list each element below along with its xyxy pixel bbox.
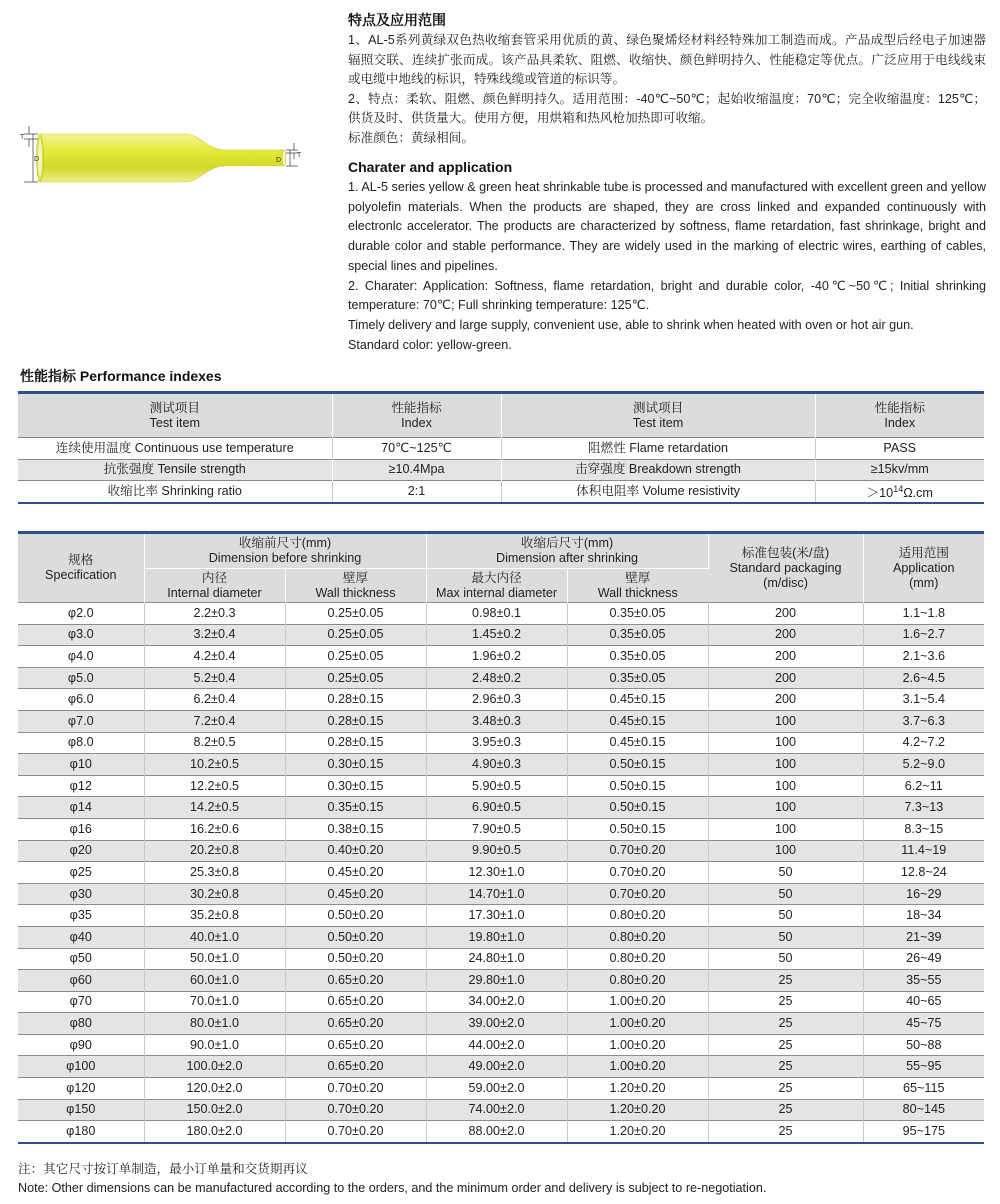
test-item-cell: 体积电阻率 Volume resistivity	[501, 481, 815, 503]
application-cell: 5.2~9.0	[863, 754, 984, 776]
wall-thickness-after-cell: 0.70±0.20	[567, 862, 708, 884]
internal-diameter-cell: 180.0±2.0	[144, 1121, 285, 1143]
wall-thickness-cell: 0.28±0.15	[285, 689, 426, 711]
max-internal-diameter-cell: 0.98±0.1	[426, 603, 567, 625]
internal-diameter-cell: 16.2±0.6	[144, 818, 285, 840]
max-internal-diameter-cell: 3.48±0.3	[426, 710, 567, 732]
description-cn-paragraph: 标准颜色：黄绿相间。	[348, 130, 474, 145]
application-cell: 2.6~4.5	[863, 667, 984, 689]
spec-table-row	[18, 732, 984, 754]
internal-diameter-cell: 8.2±0.5	[144, 732, 285, 754]
spec-cell: φ180	[18, 1121, 144, 1143]
wall-thickness-after-cell: 1.00±0.20	[567, 1013, 708, 1035]
index-cell: 2:1	[332, 481, 501, 503]
performance-row	[18, 459, 984, 481]
spec-table-row	[18, 689, 984, 711]
index-cell: PASS	[815, 438, 984, 460]
wall-thickness-cell: 0.65±0.20	[285, 1013, 426, 1035]
specification-table-body	[18, 603, 984, 1143]
spec-cell: φ5.0	[18, 667, 144, 689]
max-internal-diameter-cell: 6.90±0.5	[426, 797, 567, 819]
spec-table-row	[18, 1078, 984, 1100]
application-cell: 6.2~11	[863, 775, 984, 797]
performance-header-row	[18, 393, 984, 438]
wall-thickness-cell: 0.65±0.20	[285, 1034, 426, 1056]
application-cell: 50~88	[863, 1034, 984, 1056]
spec-cell: φ8.0	[18, 732, 144, 754]
wall-thickness-cell: 0.35±0.15	[285, 797, 426, 819]
packaging-cell: 200	[708, 667, 863, 689]
packaging-cell: 50	[708, 883, 863, 905]
spec-table-row	[18, 710, 984, 732]
application-cell: 21~39	[863, 926, 984, 948]
wall-thickness-after-cell: 0.45±0.15	[567, 732, 708, 754]
internal-diameter-cell: 70.0±1.0	[144, 991, 285, 1013]
spec-cell: φ40	[18, 926, 144, 948]
application-cell: 55~95	[863, 1056, 984, 1078]
tube-right-end	[282, 150, 286, 166]
spec-cell: φ70	[18, 991, 144, 1013]
packaging-cell: 25	[708, 1056, 863, 1078]
internal-diameter-cell: 35.2±0.8	[144, 905, 285, 927]
spec-cell: φ90	[18, 1034, 144, 1056]
spec-table-row	[18, 948, 984, 970]
wall-thickness-cell: 0.25±0.05	[285, 667, 426, 689]
packaging-cell: 100	[708, 732, 863, 754]
header-specification: 规格 Specification	[18, 533, 144, 603]
header-wall-thickness: 壁厚 Wall thickness	[285, 569, 426, 603]
description-en-paragraph: Timely delivery and large supply, convenient use, able to shrink when heated with oven or hot air gun.	[348, 317, 914, 332]
internal-diameter-cell: 7.2±0.4	[144, 710, 285, 732]
dimension-label-d-right: D	[276, 157, 282, 164]
spec-cell: φ2.0	[18, 603, 144, 625]
wall-thickness-after-cell: 1.20±0.20	[567, 1121, 708, 1143]
application-cell: 8.3~15	[863, 818, 984, 840]
spec-table-row	[18, 905, 984, 927]
internal-diameter-cell: 10.2±0.5	[144, 754, 285, 776]
description-chinese	[348, 10, 986, 148]
packaging-cell: 200	[708, 603, 863, 625]
wall-thickness-after-cell: 0.80±0.20	[567, 905, 708, 927]
application-cell: 11.4~19	[863, 840, 984, 862]
index-cell: ≥15kv/mm	[815, 459, 984, 481]
packaging-cell: 25	[708, 1013, 863, 1035]
wall-thickness-after-cell: 0.50±0.15	[567, 797, 708, 819]
test-item-cell: 抗张强度 Tensile strength	[18, 459, 332, 481]
internal-diameter-cell: 150.0±2.0	[144, 1099, 285, 1121]
internal-diameter-cell: 90.0±1.0	[144, 1034, 285, 1056]
description-english	[348, 157, 986, 355]
performance-row	[18, 438, 984, 460]
wall-thickness-after-cell: 0.35±0.05	[567, 667, 708, 689]
max-internal-diameter-cell: 59.00±2.0	[426, 1078, 567, 1100]
wall-thickness-cell: 0.28±0.15	[285, 732, 426, 754]
index-cell-volume-resistivity: $>10^{14}\Omega.cm$	[815, 481, 984, 503]
footnote-cn: 注：其它尺寸按订单制造，最小订单量和交货期再议	[18, 1162, 308, 1176]
internal-diameter-cell: 20.2±0.8	[144, 840, 285, 862]
max-internal-diameter-cell: 3.95±0.3	[426, 732, 567, 754]
application-cell: 7.3~13	[863, 797, 984, 819]
application-cell: 26~49	[863, 948, 984, 970]
wall-thickness-after-cell: 1.00±0.20	[567, 991, 708, 1013]
header-index: 性能指标 Index	[332, 393, 501, 438]
internal-diameter-cell: 2.2±0.3	[144, 603, 285, 625]
spec-table-row	[18, 1056, 984, 1078]
packaging-cell: 25	[708, 970, 863, 992]
spec-cell: φ3.0	[18, 624, 144, 646]
header-after-shrinking: 收缩后尺寸(mm) Dimension after shrinking	[426, 533, 708, 569]
header-application: 适用范围 Application (mm)	[863, 533, 984, 603]
performance-section-title: 性能指标 Performance indexes	[20, 368, 222, 384]
test-item-cell: 连续使用温度 Continuous use temperature	[18, 438, 332, 460]
packaging-cell: 100	[708, 754, 863, 776]
header-standard-packaging: 标准包装(米/盘) Standard packaging (m/disc)	[708, 533, 863, 603]
wall-thickness-cell: 0.50±0.20	[285, 905, 426, 927]
wall-thickness-cell: 0.65±0.20	[285, 991, 426, 1013]
wall-thickness-cell: 0.50±0.20	[285, 948, 426, 970]
description-cn-title: 特点及应用范围	[348, 12, 446, 28]
heat-shrink-tube-illustration	[14, 122, 304, 192]
performance-row	[18, 481, 984, 503]
application-cell: 16~29	[863, 883, 984, 905]
spec-cell: φ35	[18, 905, 144, 927]
spec-cell: φ100	[18, 1056, 144, 1078]
description-en-paragraph: 2. Charater: Application: Softness, flame retardation, bright and durable color, -40℃~50℃; Initial shrinking temperature: 70℃; Full shrinking temperature: 125℃.	[348, 278, 986, 313]
spec-table-row	[18, 1013, 984, 1035]
application-cell: 1.1~1.8	[863, 603, 984, 625]
application-cell: 12.8~24	[863, 862, 984, 884]
spec-table-row	[18, 818, 984, 840]
internal-diameter-cell: 30.2±0.8	[144, 883, 285, 905]
wall-thickness-after-cell: 1.20±0.20	[567, 1099, 708, 1121]
header-test-item: 测试项目 Test item	[18, 393, 332, 438]
max-internal-diameter-cell: 74.00±2.0	[426, 1099, 567, 1121]
wall-thickness-after-cell: 0.35±0.05	[567, 624, 708, 646]
wall-thickness-after-cell: 0.35±0.05	[567, 646, 708, 668]
spec-cell: φ6.0	[18, 689, 144, 711]
spec-cell: φ80	[18, 1013, 144, 1035]
internal-diameter-cell: 100.0±2.0	[144, 1056, 285, 1078]
spec-table-row	[18, 624, 984, 646]
spec-table-row	[18, 667, 984, 689]
footnote	[18, 1160, 988, 1198]
wall-thickness-cell: 0.28±0.15	[285, 710, 426, 732]
wall-thickness-cell: 0.38±0.15	[285, 818, 426, 840]
internal-diameter-cell: 80.0±1.0	[144, 1013, 285, 1035]
application-cell: 18~34	[863, 905, 984, 927]
internal-diameter-cell: 60.0±1.0	[144, 970, 285, 992]
header-test-item: 测试项目 Test item	[501, 393, 815, 438]
wall-thickness-cell: 0.70±0.20	[285, 1078, 426, 1100]
internal-diameter-cell: 4.2±0.4	[144, 646, 285, 668]
internal-diameter-cell: 25.3±0.8	[144, 862, 285, 884]
wall-thickness-cell: 0.65±0.20	[285, 970, 426, 992]
packaging-cell: 200	[708, 689, 863, 711]
application-cell: 3.1~5.4	[863, 689, 984, 711]
wall-thickness-cell: 0.30±0.15	[285, 775, 426, 797]
internal-diameter-cell: 14.2±0.5	[144, 797, 285, 819]
test-item-cell: 阻燃性 Flame retardation	[501, 438, 815, 460]
header-wall-thickness-after: 壁厚 Wall thickness	[567, 569, 708, 603]
max-internal-diameter-cell: 2.96±0.3	[426, 689, 567, 711]
application-cell: 4.2~7.2	[863, 732, 984, 754]
wall-thickness-cell: 0.70±0.20	[285, 1099, 426, 1121]
spec-header-row-1	[18, 533, 984, 569]
wall-thickness-cell: 0.45±0.20	[285, 862, 426, 884]
internal-diameter-cell: 40.0±1.0	[144, 926, 285, 948]
header-index: 性能指标 Index	[815, 393, 984, 438]
dimension-label-t-left: T	[20, 134, 25, 141]
internal-diameter-cell: 50.0±1.0	[144, 948, 285, 970]
packaging-cell: 25	[708, 1121, 863, 1143]
description-en-paragraph: 1. AL-5 series yellow & green heat shrinkable tube is processed and manufactured with excellent green and yellow polyolefin materials. When the products are shaped, they are cross linked and expanded continuously with electronlc accelerator. The products are characterized by softness, flame retardation, fast shrinkage, bright and durable color and stable performance. They are widely used in the marking of electric wires, earthing of cables, special lines and pipelines.	[348, 180, 986, 273]
wall-thickness-cell: 0.40±0.20	[285, 840, 426, 862]
spec-cell: φ25	[18, 862, 144, 884]
max-internal-diameter-cell: 5.90±0.5	[426, 775, 567, 797]
dimension-label-d-left: D	[34, 156, 40, 163]
spec-table-row	[18, 775, 984, 797]
packaging-cell: 200	[708, 624, 863, 646]
spec-table-row	[18, 603, 984, 625]
max-internal-diameter-cell: 9.90±0.5	[426, 840, 567, 862]
packaging-cell: 100	[708, 818, 863, 840]
spec-table-row	[18, 646, 984, 668]
wall-thickness-after-cell: 1.00±0.20	[567, 1056, 708, 1078]
spec-table-row	[18, 1099, 984, 1121]
spec-cell: φ12	[18, 775, 144, 797]
packaging-cell: 25	[708, 1099, 863, 1121]
wall-thickness-after-cell: 0.45±0.15	[567, 710, 708, 732]
application-cell: 1.6~2.7	[863, 624, 984, 646]
spec-cell: φ50	[18, 948, 144, 970]
wall-thickness-after-cell: 0.50±0.15	[567, 754, 708, 776]
spec-table-row	[18, 840, 984, 862]
max-internal-diameter-cell: 19.80±1.0	[426, 926, 567, 948]
wall-thickness-cell: 0.25±0.05	[285, 603, 426, 625]
max-internal-diameter-cell: 2.48±0.2	[426, 667, 567, 689]
wall-thickness-after-cell: 0.50±0.15	[567, 775, 708, 797]
application-cell: 95~175	[863, 1121, 984, 1143]
packaging-cell: 100	[708, 797, 863, 819]
dimension-label-t-right: T	[297, 152, 302, 159]
packaging-cell: 100	[708, 840, 863, 862]
description-en-title: Charater and application	[348, 159, 513, 175]
wall-thickness-after-cell: 0.50±0.15	[567, 818, 708, 840]
spec-table-row	[18, 970, 984, 992]
spec-cell: φ30	[18, 883, 144, 905]
wall-thickness-after-cell: 1.00±0.20	[567, 1034, 708, 1056]
max-internal-diameter-cell: 17.30±1.0	[426, 905, 567, 927]
max-internal-diameter-cell: 39.00±2.0	[426, 1013, 567, 1035]
max-internal-diameter-cell: 14.70±1.0	[426, 883, 567, 905]
header-max-internal-diameter: 最大内径 Max internal diameter	[426, 569, 567, 603]
spec-table-row	[18, 926, 984, 948]
spec-cell: φ7.0	[18, 710, 144, 732]
spec-table-row	[18, 754, 984, 776]
description-en-paragraph: Standard color: yellow-green.	[348, 337, 512, 352]
description-cn-paragraph: 1、AL-5系列黄绿双色热收缩套管采用优质的黄、绿色聚烯烃材料经特殊加工制造而成。产品成型后经电子加速器辐照交联、连续扩张而成。该产品具柔软、阻燃、收缩快、颜色鲜明持久、性能稳定等优点。广泛应用于电线线束或电缆中地线的标识，特殊线缆或管道的标识等。	[348, 33, 986, 86]
specification-table	[18, 531, 984, 1144]
footnote-en: Note: Other dimensions can be manufactured according to the orders, and the minimum order and delivery is subject to re-negotiation.	[18, 1181, 767, 1195]
packaging-cell: 100	[708, 775, 863, 797]
wall-thickness-cell: 0.25±0.05	[285, 646, 426, 668]
spec-table-row	[18, 1034, 984, 1056]
max-internal-diameter-cell: 7.90±0.5	[426, 818, 567, 840]
internal-diameter-cell: 3.2±0.4	[144, 624, 285, 646]
internal-diameter-cell: 5.2±0.4	[144, 667, 285, 689]
application-cell: 35~55	[863, 970, 984, 992]
index-cell: ≥10.4Mpa	[332, 459, 501, 481]
application-cell: 45~75	[863, 1013, 984, 1035]
max-internal-diameter-cell: 29.80±1.0	[426, 970, 567, 992]
wall-thickness-after-cell: 0.45±0.15	[567, 689, 708, 711]
product-description	[348, 10, 986, 355]
spec-table-row	[18, 1121, 984, 1143]
spec-table-row	[18, 862, 984, 884]
wall-thickness-after-cell: 0.80±0.20	[567, 970, 708, 992]
header-before-shrinking: 收缩前尺寸(mm) Dimension before shrinking	[144, 533, 426, 569]
wall-thickness-cell: 0.25±0.05	[285, 624, 426, 646]
packaging-cell: 100	[708, 710, 863, 732]
internal-diameter-cell: 12.2±0.5	[144, 775, 285, 797]
packaging-cell: 25	[708, 1078, 863, 1100]
spec-table-row	[18, 991, 984, 1013]
wall-thickness-cell: 0.50±0.20	[285, 926, 426, 948]
application-cell: 2.1~3.6	[863, 646, 984, 668]
spec-cell: φ16	[18, 818, 144, 840]
performance-table	[18, 391, 984, 504]
max-internal-diameter-cell: 44.00±2.0	[426, 1034, 567, 1056]
application-cell: 40~65	[863, 991, 984, 1013]
max-internal-diameter-cell: 34.00±2.0	[426, 991, 567, 1013]
spec-cell: φ14	[18, 797, 144, 819]
wall-thickness-cell: 0.65±0.20	[285, 1056, 426, 1078]
spec-cell: φ120	[18, 1078, 144, 1100]
internal-diameter-cell: 6.2±0.4	[144, 689, 285, 711]
wall-thickness-after-cell: 1.20±0.20	[567, 1078, 708, 1100]
wall-thickness-after-cell: 0.80±0.20	[567, 948, 708, 970]
application-cell: 65~115	[863, 1078, 984, 1100]
packaging-cell: 200	[708, 646, 863, 668]
wall-thickness-cell: 0.45±0.20	[285, 883, 426, 905]
max-internal-diameter-cell: 1.96±0.2	[426, 646, 567, 668]
dimension-lines-left	[24, 126, 38, 182]
index-cell: 70℃~125℃	[332, 438, 501, 460]
wall-thickness-after-cell: 0.80±0.20	[567, 926, 708, 948]
wall-thickness-after-cell: 0.35±0.05	[567, 603, 708, 625]
max-internal-diameter-cell: 12.30±1.0	[426, 862, 567, 884]
packaging-cell: 25	[708, 991, 863, 1013]
max-internal-diameter-cell: 4.90±0.3	[426, 754, 567, 776]
spec-table-row	[18, 883, 984, 905]
tube-body-large	[40, 134, 284, 182]
spec-table-row	[18, 797, 984, 819]
wall-thickness-cell: 0.30±0.15	[285, 754, 426, 776]
spec-cell: φ10	[18, 754, 144, 776]
max-internal-diameter-cell: 24.80±1.0	[426, 948, 567, 970]
internal-diameter-cell: 120.0±2.0	[144, 1078, 285, 1100]
application-cell: 3.7~6.3	[863, 710, 984, 732]
packaging-cell: 50	[708, 862, 863, 884]
test-item-cell: 收缩比率 Shrinking ratio	[18, 481, 332, 503]
max-internal-diameter-cell: 1.45±0.2	[426, 624, 567, 646]
wall-thickness-after-cell: 0.70±0.20	[567, 840, 708, 862]
test-item-cell: 击穿强度 Breakdown strength	[501, 459, 815, 481]
spec-cell: φ60	[18, 970, 144, 992]
spec-cell: φ4.0	[18, 646, 144, 668]
packaging-cell: 50	[708, 926, 863, 948]
application-cell: 80~145	[863, 1099, 984, 1121]
packaging-cell: 50	[708, 948, 863, 970]
max-internal-diameter-cell: 49.00±2.0	[426, 1056, 567, 1078]
spec-cell: φ20	[18, 840, 144, 862]
wall-thickness-cell: 0.70±0.20	[285, 1121, 426, 1143]
description-cn-paragraph: 2、特点：柔软、阻燃、颜色鲜明持久。适用范围：-40℃~50℃；起始收缩温度：70℃；完全收缩温度：125℃；供货及时、供货量大。使用方便，用烘箱和热风枪加热即可收缩。	[348, 91, 986, 125]
packaging-cell: 25	[708, 1034, 863, 1056]
wall-thickness-after-cell: 0.70±0.20	[567, 883, 708, 905]
spec-cell: φ150	[18, 1099, 144, 1121]
max-internal-diameter-cell: 88.00±2.0	[426, 1121, 567, 1143]
packaging-cell: 50	[708, 905, 863, 927]
header-internal-diameter: 内径 Internal diameter	[144, 569, 285, 603]
